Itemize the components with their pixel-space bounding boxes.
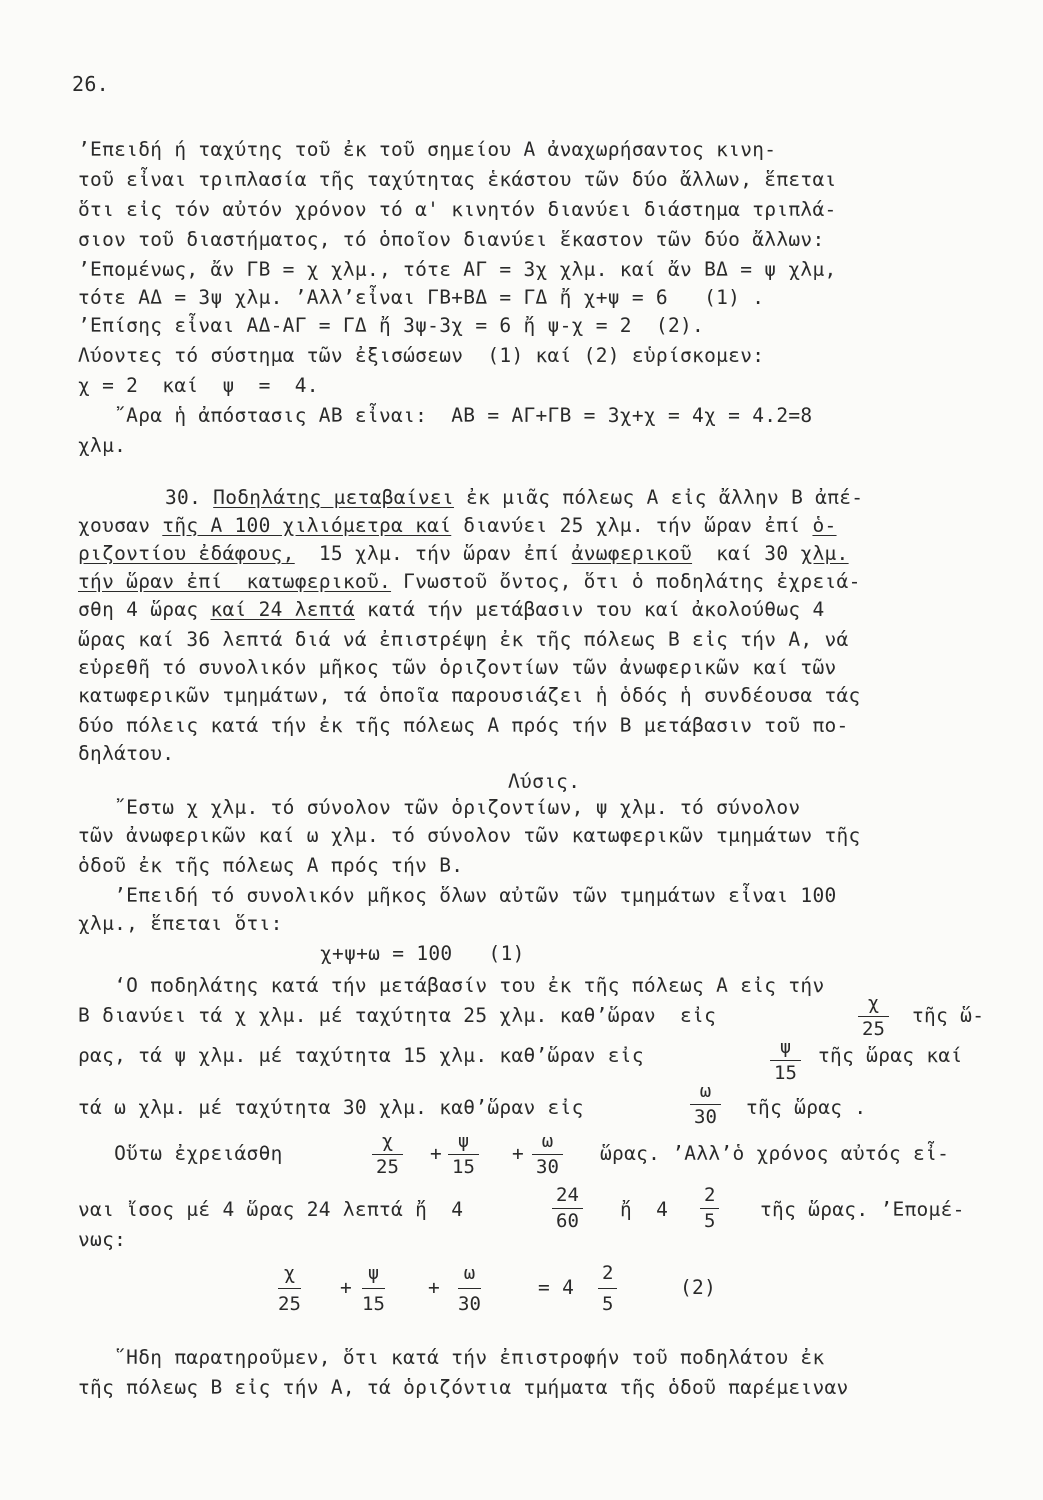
text-line: ’Επίσης εἶναι ΑΔ-ΑΓ = ΓΔ ἤ 3ψ-3χ = 6 ἤ ψ-χ = 2 (2).: [78, 314, 705, 337]
eq2-fraction-2: [362, 1262, 385, 1315]
fraction-y-15: [770, 1036, 801, 1084]
fraction-denominator: 15: [448, 1154, 479, 1178]
fraction-denominator: 5: [602, 1293, 614, 1315]
fraction-bar: [458, 1288, 481, 1289]
fraction-denominator: 25: [858, 1016, 889, 1040]
fraction-numerator: ψ: [457, 1130, 470, 1152]
text-line: ὅτι εἰς τόν αὐτόν χρόνον τό α' κινητόν διανύει διάστημα τριπλά-: [78, 198, 837, 221]
fraction-denominator: 30: [690, 1104, 721, 1128]
eq2-fraction-1: [278, 1262, 301, 1315]
fraction-24-60: [552, 1184, 583, 1232]
text-line: ’Επομένως, ἄν ΓΒ = χ χλμ., τότε ΑΓ = 3χ χλμ. καί ἄν ΒΔ = ψ χλμ,: [78, 258, 837, 281]
text-span: Γνωστοῦ ὄντος, ὅτι ὁ ποδηλάτης ἐχρειά-: [391, 570, 861, 593]
fraction-numerator: 24: [556, 1184, 579, 1206]
fraction-numerator: ψ: [367, 1262, 380, 1284]
eq2-fraction-3: [458, 1262, 481, 1315]
sum-fraction-1: [372, 1130, 403, 1178]
text-span: χουσαν: [78, 514, 163, 537]
problem-30-line: [78, 542, 849, 566]
fraction-denominator: 15: [770, 1060, 801, 1084]
solution-line: τῆς πόλεως Β εἰς τήν Α, τά ὁριζόντια τμήματα τῆς ὁδοῦ παρέμειναν: [78, 1376, 849, 1399]
fraction-denominator: 30: [532, 1154, 563, 1178]
solution-line: Οὕτω ἐχρειάσθη: [78, 1142, 283, 1165]
text-span: κατά τήν μετάβασιν του καί ἀκολούθως 4: [354, 598, 825, 621]
solution-line: τῆς ὥρας καί: [818, 1044, 963, 1067]
problem-30-line: [78, 570, 861, 594]
solution-line: ’Επειδή τό συνολικόν μῆκος ὅλων αὐτῶν τῶν τμημάτων εἶναι 100: [78, 884, 837, 907]
problem-number: 30.: [165, 486, 202, 509]
solution-line: χλμ., ἕπεται ὅτι:: [78, 912, 283, 935]
solution-line: τά ω χλμ. μέ ταχύτητα 30 χλμ. καθ’ὥραν εἰς: [78, 1096, 584, 1119]
fraction-numerator: ψ: [779, 1036, 792, 1058]
text-line: σιον τοῦ διαστήματος, τό ὁποῖον διανύει ἕκαστον τῶν δύο ἄλλων:: [78, 228, 825, 251]
problem-30-line: [78, 598, 825, 622]
fraction-numerator: ω: [541, 1130, 554, 1152]
fraction-numerator: χ: [381, 1130, 394, 1152]
fraction-denominator: 60: [552, 1208, 583, 1232]
underlined-text: τήν ὥραν ἐπί κατωφερικοῦ.: [78, 570, 392, 593]
fraction-denominator: 30: [458, 1293, 481, 1315]
text-span: διανύει 25 χλμ. τήν ὥραν ἐπί: [451, 514, 813, 537]
text-line: χ = 2 καί ψ = 4.: [78, 374, 319, 397]
problem-30-line: δύο πόλεις κατά τήν ἐκ τῆς πόλεως Α πρός τήν Β μετάβασιν τοῦ πο-: [78, 714, 849, 737]
sum-fraction-2: [448, 1130, 479, 1178]
plus-sign: +: [430, 1142, 443, 1165]
solution-line: ἤ 4: [620, 1198, 669, 1221]
fraction-numerator: χ: [283, 1262, 296, 1284]
fraction-w-30: [690, 1080, 721, 1128]
solution-line: τῆς ὥ-: [912, 1004, 985, 1027]
fraction-numerator: ω: [463, 1262, 476, 1284]
fraction-2-5: [700, 1184, 719, 1232]
solution-line: ῞Ηδη παρατηροῦμεν, ὅτι κατά τήν ἐπιστροφήν τοῦ ποδηλάτου ἐκ: [78, 1346, 825, 1369]
fraction-bar: [362, 1288, 385, 1289]
equation-label: (2): [680, 1276, 717, 1299]
underlined-text: Ποδηλάτης μεταβαίνει: [213, 486, 454, 509]
fraction-denominator: 5: [700, 1208, 719, 1232]
solution-line: ῎Εστω χ χλμ. τό σύνολον τῶν ὁριζοντίων, ψ χλμ. τό σύνολον: [78, 796, 801, 819]
solution-line: ρας, τά ψ χλμ. μέ ταχύτητα 15 χλμ. καθ’ὥραν εἰς: [78, 1044, 644, 1067]
fraction-numerator: 2: [704, 1184, 716, 1206]
fraction-numerator: 2: [602, 1262, 614, 1284]
problem-30-line: δηλάτου.: [78, 742, 175, 765]
fraction-bar: [598, 1288, 617, 1289]
solution-line: νως:: [78, 1228, 127, 1251]
underlined-text: τῆς Α 100 χιλιόμετρα καί: [162, 514, 452, 537]
eq2-result-fraction: [598, 1262, 617, 1315]
solution-line: τῆς ὥρας .: [746, 1096, 867, 1119]
underlined-text: ὁ-: [812, 514, 837, 537]
problem-30-line: [165, 486, 863, 510]
text-span: 15 χλμ. τήν ὥραν ἐπί: [294, 542, 572, 565]
text-line: ’Επειδή ή ταχύτης τοῦ ἐκ τοῦ σημείου Α ἀναχωρήσαντος κινη-: [78, 138, 777, 161]
text-span: ἐκ μιᾶς πόλεως Α εἰς ἄλλην Β ἀπέ-: [453, 486, 864, 509]
fraction-denominator: 25: [278, 1293, 301, 1315]
text-line: τότε ΑΔ = 3ψ χλμ. ’Αλλ’εἶναι ΓΒ+ΒΔ = ΓΔ ἤ χ+ψ = 6 (1) .: [78, 286, 765, 309]
text-span: σθη 4 ὥρας: [78, 598, 211, 621]
text-line: ῎Αρα ἡ ἀπόστασις ΑΒ εἶναι: ΑΒ = ΑΓ+ΓΒ = 3χ+χ = 4χ = 4.2=8: [78, 404, 813, 427]
solution-line: τῆς ὥρας. ’Επομέ-: [760, 1198, 965, 1221]
text-span: καί 30: [692, 542, 801, 565]
plus-sign: +: [512, 1142, 525, 1165]
fraction-denominator: 25: [372, 1154, 403, 1178]
problem-30-line: εὑρεθῆ τό συνολικόν μῆκος τῶν ὁριζοντίων τῶν ἀνωφερικῶν καί τῶν: [78, 656, 837, 679]
underlined-text: ριζοντίου ἐδάφους,: [78, 542, 295, 565]
equation-1: χ+ψ+ω = 100 (1): [320, 942, 525, 965]
fraction-denominator: 15: [362, 1293, 385, 1315]
fraction-numerator: ω: [699, 1080, 712, 1102]
solution-line: ‘Ο ποδηλάτης κατά τήν μετάβασίν του ἐκ τῆς πόλεως Α εἰς τήν: [78, 974, 825, 997]
underlined-text: ἀνωφερικοῦ: [571, 542, 693, 565]
text-line: τοῦ εἶναι τριπλασία τῆς ταχύτητας ἑκάστου τῶν δύο ἄλλων, ἕπεται: [78, 168, 837, 191]
plus-sign: +: [428, 1276, 441, 1299]
page-number: 26.: [72, 72, 110, 96]
solution-line: ὥρας. ’Αλλ’ὁ χρόνος αὐτός εἶ-: [600, 1142, 950, 1165]
problem-30-line: [78, 514, 837, 538]
solution-line: ναι ἴσος μέ 4 ὥρας 24 λεπτά ἤ 4: [78, 1198, 464, 1221]
fraction-numerator: χ: [867, 992, 880, 1014]
problem-30-line: ὥρας καί 36 λεπτά διά νά ἐπιστρέψη ἐκ τῆς πόλεως Β εἰς τήν Α, νά: [78, 628, 849, 651]
solution-line: ὁδοῦ ἐκ τῆς πόλεως Α πρός τήν Β.: [78, 854, 464, 877]
fraction-bar: [278, 1288, 301, 1289]
problem-30-line: κατωφερικῶν τμημάτων, τά ὁποῖα παρουσιάζει ἡ ὁδός ἡ συνδέουσα τάς: [78, 684, 861, 707]
equals-four: = 4: [538, 1276, 575, 1299]
plus-sign: +: [340, 1276, 353, 1299]
sum-fraction-3: [532, 1130, 563, 1178]
solution-heading: Λύσις.: [508, 770, 581, 793]
text-line: χλμ.: [78, 434, 127, 457]
text-line: Λύοντες τό σύστημα τῶν ἐξισώσεων (1) καί (2) εὑρίσκομεν:: [78, 344, 765, 367]
fraction-x-25: [858, 992, 889, 1040]
solution-line: Β διανύει τά χ χλμ. μέ ταχύτητα 25 χλμ. καθ’ὥραν εἰς: [78, 1004, 717, 1027]
underlined-text: καί 24 λεπτά: [210, 598, 355, 621]
solution-line: τῶν ἀνωφερικῶν καί ω χλμ. τό σύνολον τῶν κατωφερικῶν τμημάτων τῆς: [78, 824, 861, 847]
underlined-text: χλμ.: [800, 542, 849, 565]
